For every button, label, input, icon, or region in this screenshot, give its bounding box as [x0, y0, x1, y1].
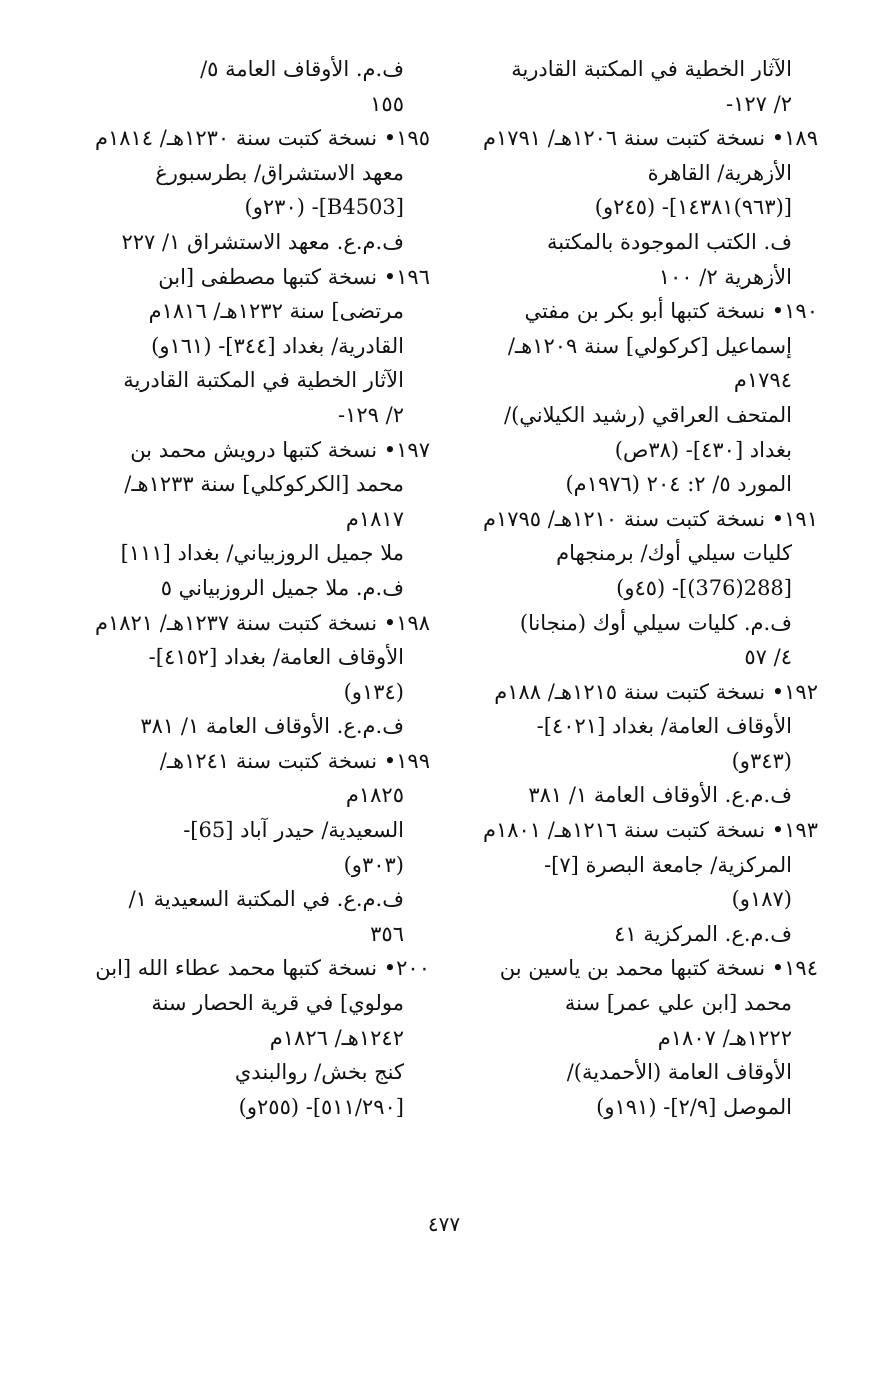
text-line: كليات سيلي أوك/ برمنجهام [556, 541, 792, 566]
text-line: ف.م. كليات سيلي أوك (منجانا) [519, 610, 792, 635]
entry-line: ١٩٣• نسخة كتبت سنة ١٢١٦هـ/ ١٨٠١م [482, 818, 818, 843]
entry-line: ١٩١• نسخة كتبت سنة ١٢١٠هـ/ ١٧٩٥م [482, 506, 818, 531]
text-line: ٣٥٦ [370, 921, 404, 946]
text-line: ف.م.ع. الأوقاف العامة ١/ ٣٨١ [140, 714, 404, 739]
text-line: (١٨٧و) [731, 887, 792, 912]
left-column [80, 52, 430, 1124]
text-line: [288(376)]- (٤٥و) [616, 575, 792, 600]
text-line: (٣٤٣و) [731, 748, 792, 773]
text-line: ١٨١٧م [345, 506, 404, 531]
text-line: ف.م.ع. معهد الاستشراق ١/ ٢٢٧ [121, 229, 404, 254]
entry-line: ١٩٨• نسخة كتبت سنة ١٢٣٧هـ/ ١٨٢١م [94, 610, 430, 635]
text-line: ١٢٤٢هـ/ ١٨٢٦م [269, 1025, 404, 1050]
text-line: ف.م.ع. المركزية ٤١ [614, 921, 792, 946]
text-line: الأزهرية ٢/ ١٠٠ [658, 264, 792, 289]
text-line: ١٥٥ [370, 91, 404, 116]
text-line: المورد ٥/ ٢: ٢٠٤ (١٩٧٦م) [565, 472, 792, 497]
text-line: ف.م.ع. في المكتبة السعيدية ١/ [128, 887, 404, 912]
text-line: (١٣٤و) [343, 679, 404, 704]
entry-line: ١٨٩• نسخة كتبت سنة ١٢٠٦هـ/ ١٧٩١م [482, 126, 818, 151]
text-line: بغداد [٤٣٠]- (٣٨ص) [614, 437, 792, 462]
text-line: [(٩٦٣)١٤٣٨١]- (٢٤٥و) [594, 195, 792, 220]
text-line: الآثار الخطية في المكتبة القادرية [511, 57, 792, 81]
text-line: الأوقاف العامة (الأحمدية)/ [566, 1060, 792, 1085]
text-line: الموصل [٢/٩]- (١٩١و) [596, 1094, 792, 1119]
entry-line: ١٩٥• نسخة كتبت سنة ١٢٣٠هـ/ ١٨١٤م [94, 126, 430, 151]
text-line: ف.م. الأوقاف العامة ٥/ [200, 57, 404, 81]
text-line: ١٢٢٢هـ/ ١٨٠٧م [657, 1025, 792, 1050]
entry-line: ١٩٤• نسخة كتبها محمد بن ياسين بن [499, 956, 818, 981]
text-line: ملا جميل الروزبياني/ بغداد [١١١] [120, 541, 404, 566]
text-line: المركزية/ جامعة البصرة [٧]- [544, 852, 792, 877]
text-line: كنج بخش/ روالبندي [234, 1060, 404, 1085]
text-line: الأزهرية/ القاهرة [647, 160, 792, 185]
text-line: ١٧٩٤م [733, 368, 792, 393]
text-line: ٢/ ١٢٩- [338, 402, 404, 427]
text-line: الأوقاف العامة/ بغداد [٤٠٢١]- [536, 714, 792, 739]
text-line: الآثار الخطية في المكتبة القادرية [123, 368, 404, 393]
entry-line: ١٩٠• نسخة كتبها أبو بكر بن مفتي [524, 299, 818, 324]
text-line: القادرية/ بغداد [٣٤٤]- (١٦١و) [151, 333, 404, 358]
entry-line: ١٩٩• نسخة كتبت سنة ١٢٤١هـ/ [159, 748, 430, 773]
text-line: ٤/ ٥٧ [744, 645, 792, 670]
text-line: مولوي] في قرية الحصار سنة [151, 991, 404, 1016]
entry-line: ١٩٢• نسخة كتبت سنة ١٢١٥هـ/ ١٨٨م [494, 679, 818, 704]
text-line: مرتضى] سنة ١٢٣٢هـ/ ١٨١٦م [148, 299, 404, 324]
entry-line: ١٩٦• نسخة كتبها مصطفى [ابن [158, 264, 430, 289]
text-line: ٢/ ١٢٧- [726, 91, 792, 116]
text-line: [٥١١/٢٩٠]- (٢٥٥و) [238, 1094, 404, 1119]
text-line: إسماعيل [كركولي] سنة ١٢٠٩هـ/ [507, 333, 792, 358]
text-line: معهد الاستشراق/ بطرسبورغ [155, 160, 404, 185]
page-number: ٤٧٧ [427, 1212, 461, 1236]
text-line: محمد [الكركوكلي] سنة ١٢٣٣هـ/ [124, 472, 404, 497]
entry-line: ٢٠٠• نسخة كتبها محمد عطاء الله [ابن [95, 956, 430, 981]
text-line: السعيدية/ حيدر آباد [65]- [183, 818, 404, 843]
text-line: الأوقاف العامة/ بغداد [٤١٥٢]- [148, 645, 404, 670]
right-column [468, 52, 818, 1124]
text-line: ف.م.ع. الأوقاف العامة ١/ ٣٨١ [528, 783, 792, 808]
text-line: (٣٠٣و) [343, 852, 404, 877]
text-line: ١٨٢٥م [345, 783, 404, 808]
text-line: [B4503]- (٢٣٠و) [244, 195, 404, 220]
text-line: ف. الكتب الموجودة بالمكتبة [547, 229, 792, 254]
text-line: المتحف العراقي (رشيد الكيلاني)/ [504, 402, 792, 427]
entry-line: ١٩٧• نسخة كتبها درويش محمد بن [130, 437, 430, 462]
text-line: محمد [ابن علي عمر] سنة [564, 991, 792, 1016]
text-line: ف.م. ملا جميل الروزبياني ٥ [160, 575, 404, 600]
